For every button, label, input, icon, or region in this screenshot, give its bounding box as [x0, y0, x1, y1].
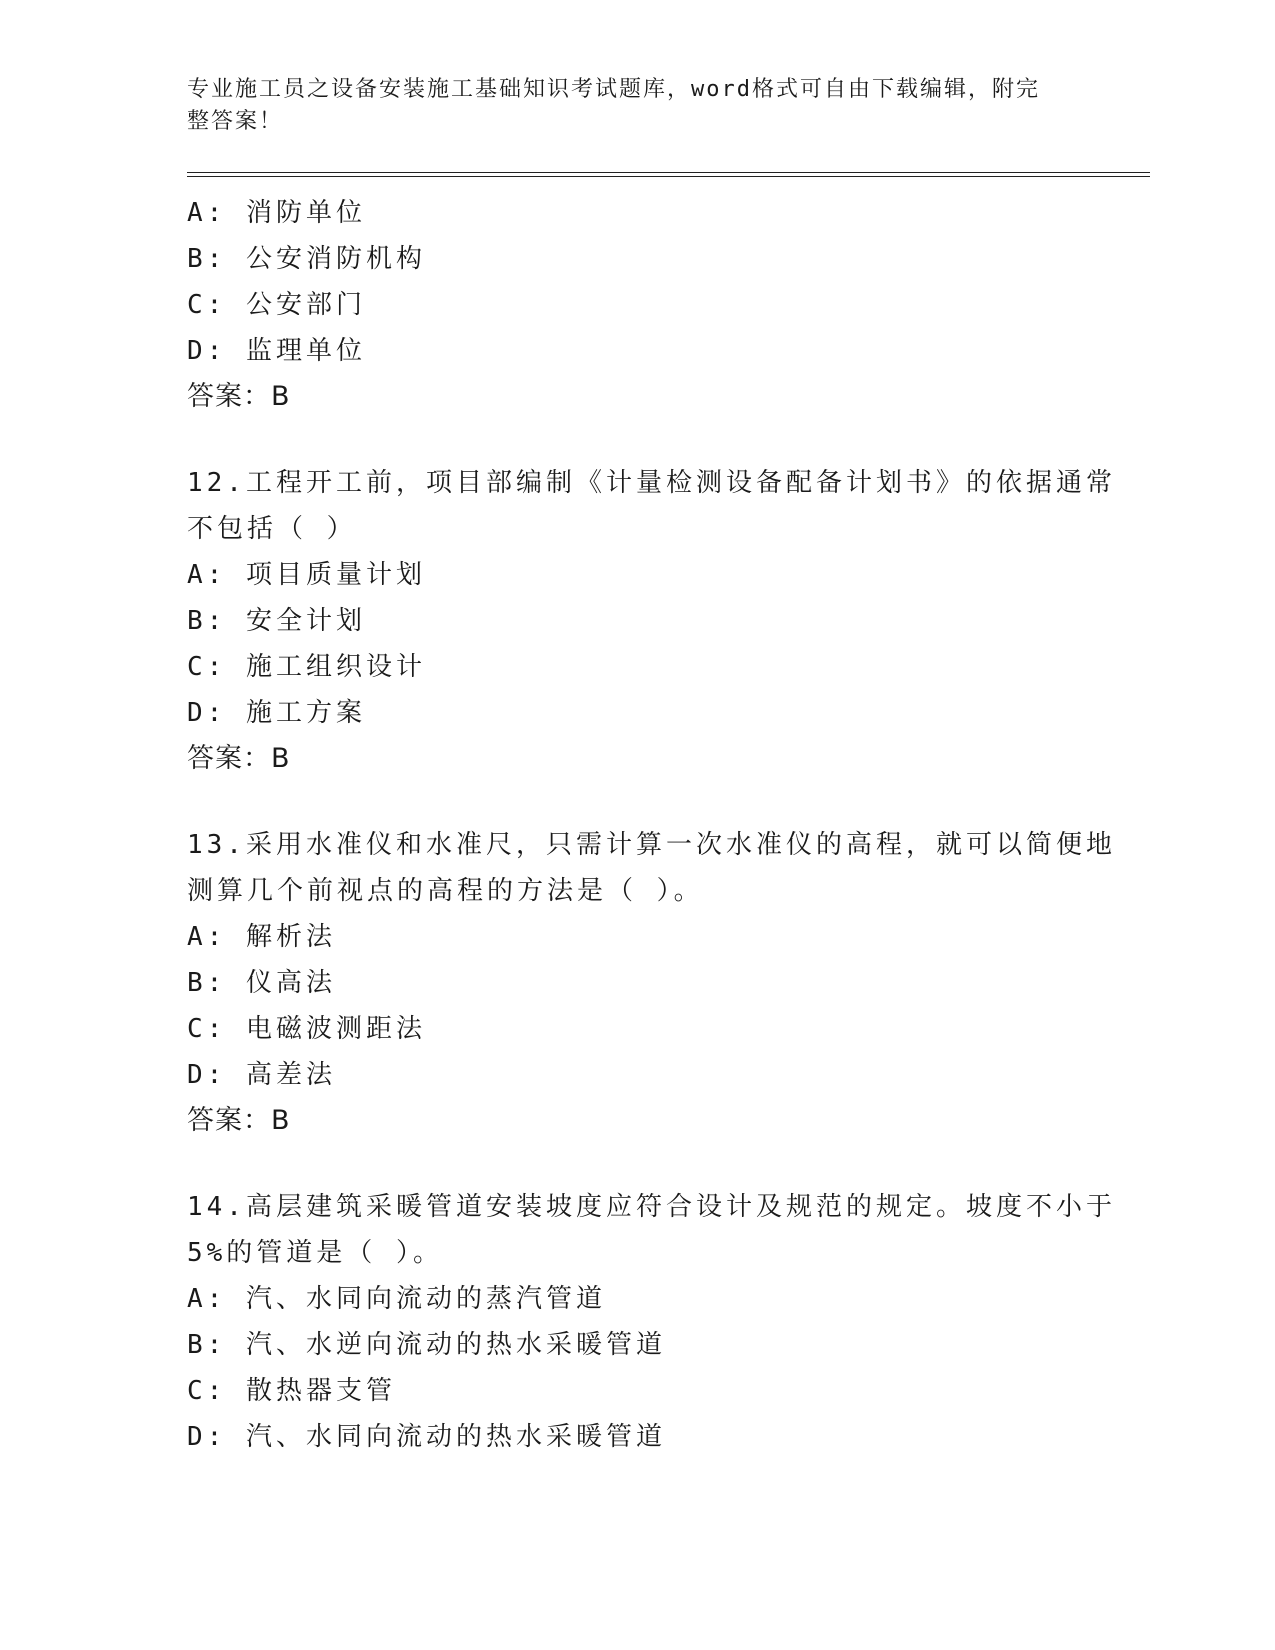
answer-line: 答案：B	[187, 743, 291, 774]
option-b: B: 公安消防机构	[187, 244, 426, 274]
option-b: B: 安全计划	[187, 606, 366, 636]
header-line-1: 专业施工员之设备安装施工基础知识考试题库，word格式可自由下载编辑，附完	[187, 77, 1040, 102]
option-c: C: 施工组织设计	[187, 652, 426, 682]
question-14	[187, 1184, 1116, 1460]
option-a: A: 项目质量计划	[187, 560, 426, 590]
option-c: C: 公安部门	[187, 290, 366, 320]
option-d: D: 施工方案	[187, 698, 366, 728]
option-d: D: 高差法	[187, 1060, 336, 1090]
option-a: A: 消防单位	[187, 198, 366, 228]
question-stem-line-1: 12.工程开工前，项目部编制《计量检测设备配备计划书》的依据通常	[187, 468, 1116, 498]
option-a: A: 汽、水同向流动的蒸汽管道	[187, 1284, 606, 1314]
question-stem-line-2: 5%的管道是（ ）。	[187, 1238, 443, 1268]
option-c: C: 散热器支管	[187, 1376, 396, 1406]
header-rule-top	[187, 172, 1150, 173]
answer-line: 答案：B	[187, 1105, 291, 1136]
header-line-2: 整答案！	[187, 109, 284, 134]
question-stem-line-1: 13.采用水准仪和水准尺，只需计算一次水准仪的高程，就可以简便地	[187, 830, 1116, 860]
header-rule-bottom	[187, 176, 1150, 177]
question-13	[187, 822, 1116, 1144]
option-d: D: 汽、水同向流动的热水采暖管道	[187, 1422, 666, 1452]
option-b: B: 仪高法	[187, 968, 336, 998]
option-c: C: 电磁波测距法	[187, 1014, 426, 1044]
option-b: B: 汽、水逆向流动的热水采暖管道	[187, 1330, 666, 1360]
question-stem-line-1: 14.高层建筑采暖管道安装坡度应符合设计及规范的规定。坡度不小于	[187, 1192, 1116, 1222]
question-11	[187, 190, 1087, 420]
answer-line: 答案：B	[187, 381, 291, 412]
question-12	[187, 460, 1116, 782]
document-header	[187, 74, 1087, 138]
question-stem-line-2: 不包括（ ）	[187, 514, 357, 544]
option-a: A: 解析法	[187, 922, 336, 952]
question-stem-line-2: 测算几个前视点的高程的方法是（ ）。	[187, 876, 704, 906]
question-list	[187, 190, 1116, 1460]
option-d: D: 监理单位	[187, 336, 366, 366]
